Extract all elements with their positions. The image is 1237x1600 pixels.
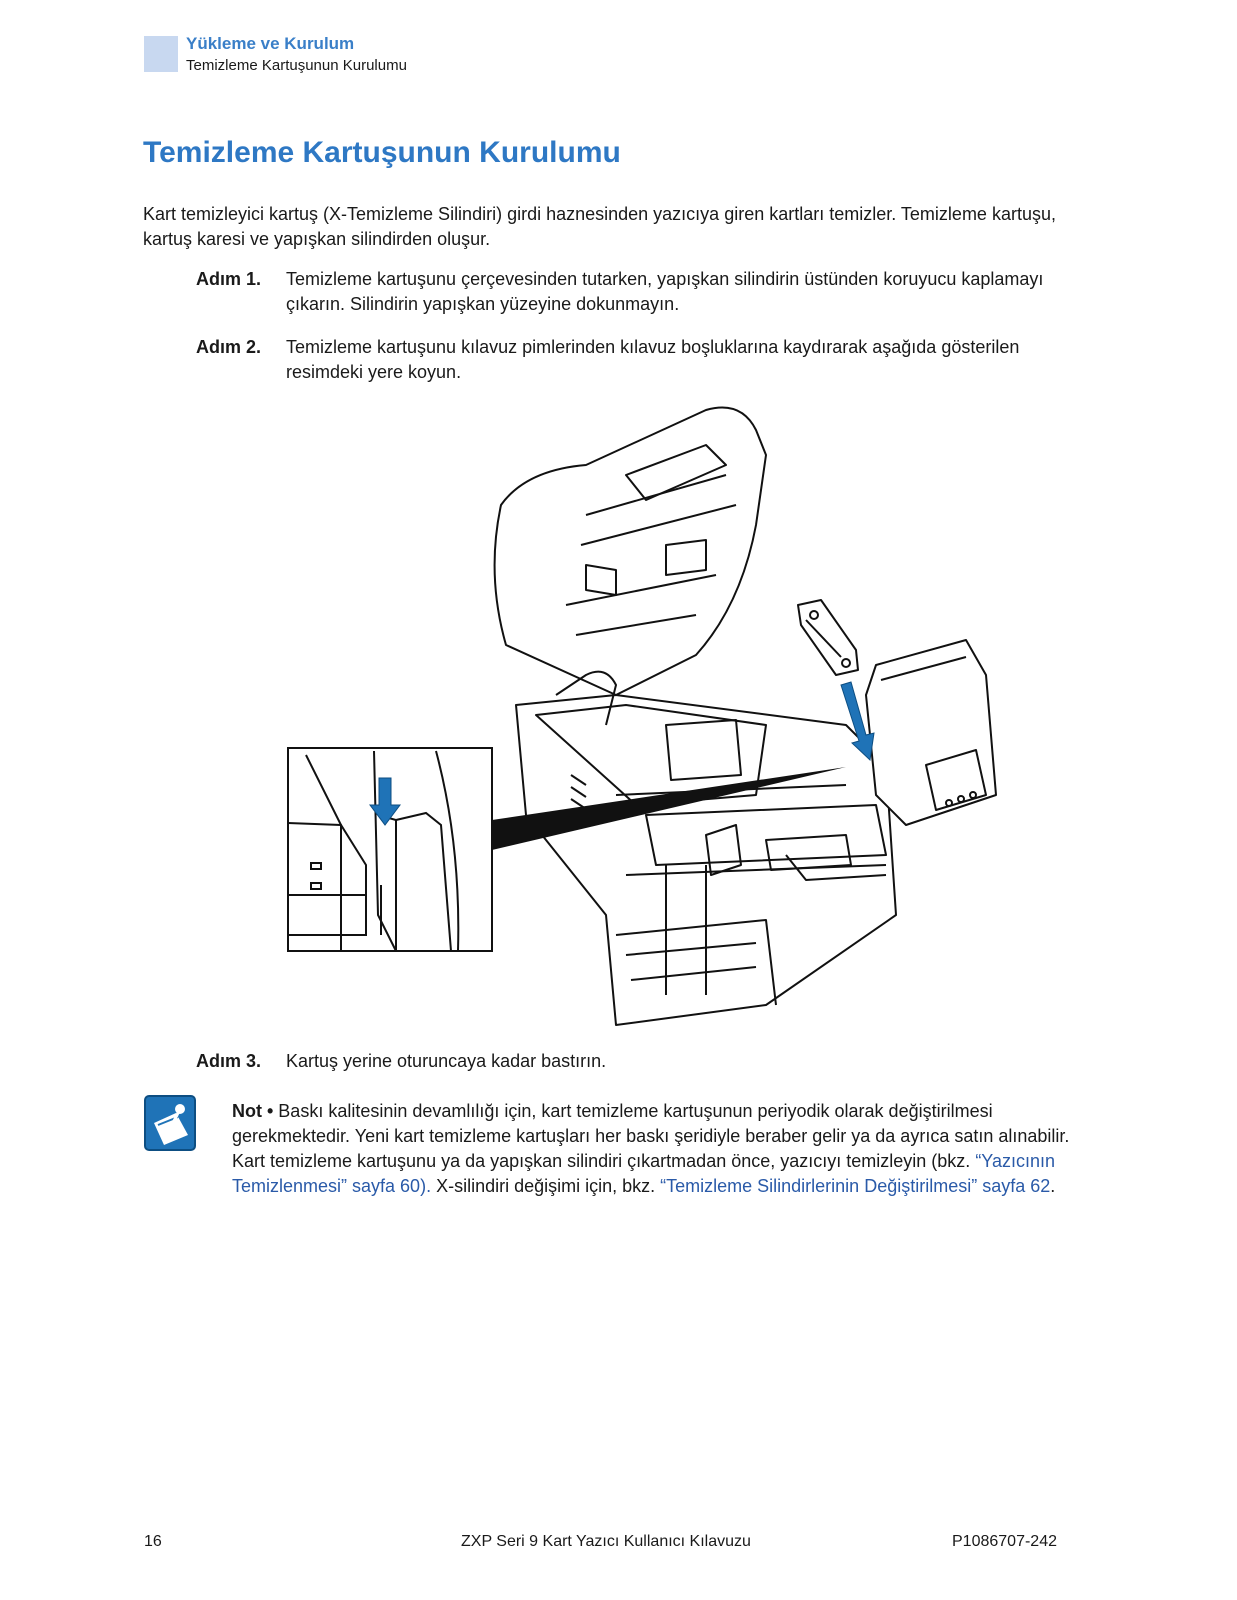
step-1-label: Adım 1. xyxy=(196,269,262,289)
header-subsection-title: Temizleme Kartuşunun Kurulumu xyxy=(186,57,407,74)
step-1 xyxy=(196,267,1076,317)
step-3-label: Adım 3. xyxy=(196,1051,262,1071)
note-text-3: . xyxy=(1050,1176,1056,1196)
step-2-label: Adım 2. xyxy=(196,337,262,357)
footer-document-number: P1086707-242 xyxy=(952,1533,1057,1550)
note-link-cleaning[interactable]: “Yazıcının Temizlenmesi” sayfa 60). xyxy=(232,1151,1056,1196)
step-3 xyxy=(196,1049,1076,1074)
note-text-1: Baskı kalitesinin devamlılığı için, kart temizleme kartuşunun periyodik olarak değiştirilmesi gerekmektedir. Yeni kart temizleme kartuşları her baskı şeridiyle beraber gelir ya da ayrıca satın alınabilir. Kart temizleme kartuşunu ya da yapışkan silindiri çıkartmadan önce, yazıcıyı temizleyin (bkz. xyxy=(232,1101,1070,1171)
step-2 xyxy=(196,335,1076,385)
footer-manual-title: ZXP Seri 9 Kart Yazıcı Kullanıcı Kılavuzu xyxy=(461,1533,751,1550)
note-text-2: X-silindiri değişimi için, bkz. xyxy=(431,1176,661,1196)
note-link-roller-replacement[interactable]: “Temizleme Silindirlerinin Değiştirilmesi” sayfa 62 xyxy=(660,1176,1051,1196)
step-2-text: Temizleme kartuşunu kılavuz pimlerinden kılavuz boşluklarına kaydırarak aşağıda gösterilen resimdeki yere koyun. xyxy=(286,337,1020,382)
intro-paragraph: Kart temizleyici kartuş (X-Temizleme Silindiri) girdi haznesinden yazıcıya giren kartları temizler. Temizleme kartuşu, kartuş karesi ve yapışkan silindirden oluşur. xyxy=(143,204,1056,249)
footer-page-number: 16 xyxy=(144,1533,162,1550)
header-color-box xyxy=(144,36,178,72)
printer-illustration xyxy=(286,395,1026,1035)
step-1-text: Temizleme kartuşunu çerçevesinden tutarken, yapışkan silindirin üstünden koruyucu kaplamayı çıkarın. Silindirin yapışkan yüzeyine dokunmayın. xyxy=(286,269,1044,314)
page-title: Temizleme Kartuşunun Kurulumu xyxy=(143,136,621,169)
step-3-text: Kartuş yerine oturuncaya kadar bastırın. xyxy=(286,1051,607,1071)
note-icon xyxy=(144,1095,196,1151)
header-section-title: Yükleme ve Kurulum xyxy=(186,34,355,53)
note-paragraph xyxy=(232,1099,1082,1199)
note-label: Not • xyxy=(232,1101,274,1121)
